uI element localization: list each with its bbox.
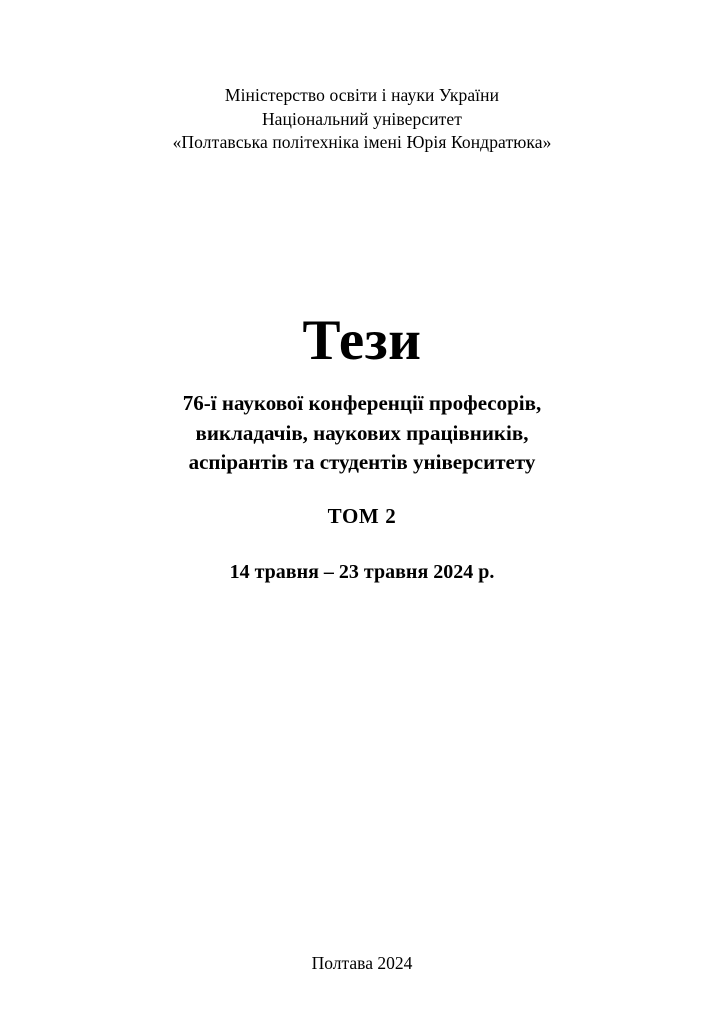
page-title: Тези xyxy=(302,308,422,372)
masthead xyxy=(173,84,552,155)
subtitle-line-1: 76-ї наукової конференції професорів, xyxy=(182,390,542,415)
masthead-line-university-name: «Полтавська політехніка імені Юрія Кондратюка» xyxy=(172,132,552,153)
subtitle-line-3: аспірантів та студентів університету xyxy=(188,450,536,475)
subtitle-line-2: викладачів, наукових працівників, xyxy=(195,420,529,445)
conference-dates: 14 травня – 23 травня 2024 р. xyxy=(229,561,495,584)
masthead-line-ministry: Міністерство освіти і науки України xyxy=(224,85,500,105)
volume-label: ТОМ 2 xyxy=(327,504,397,529)
conference-subtitle xyxy=(82,389,642,478)
title-block xyxy=(82,308,642,584)
masthead-line-university: Національний університет xyxy=(261,108,463,129)
footer-place-year: Полтава 2024 xyxy=(311,953,413,973)
